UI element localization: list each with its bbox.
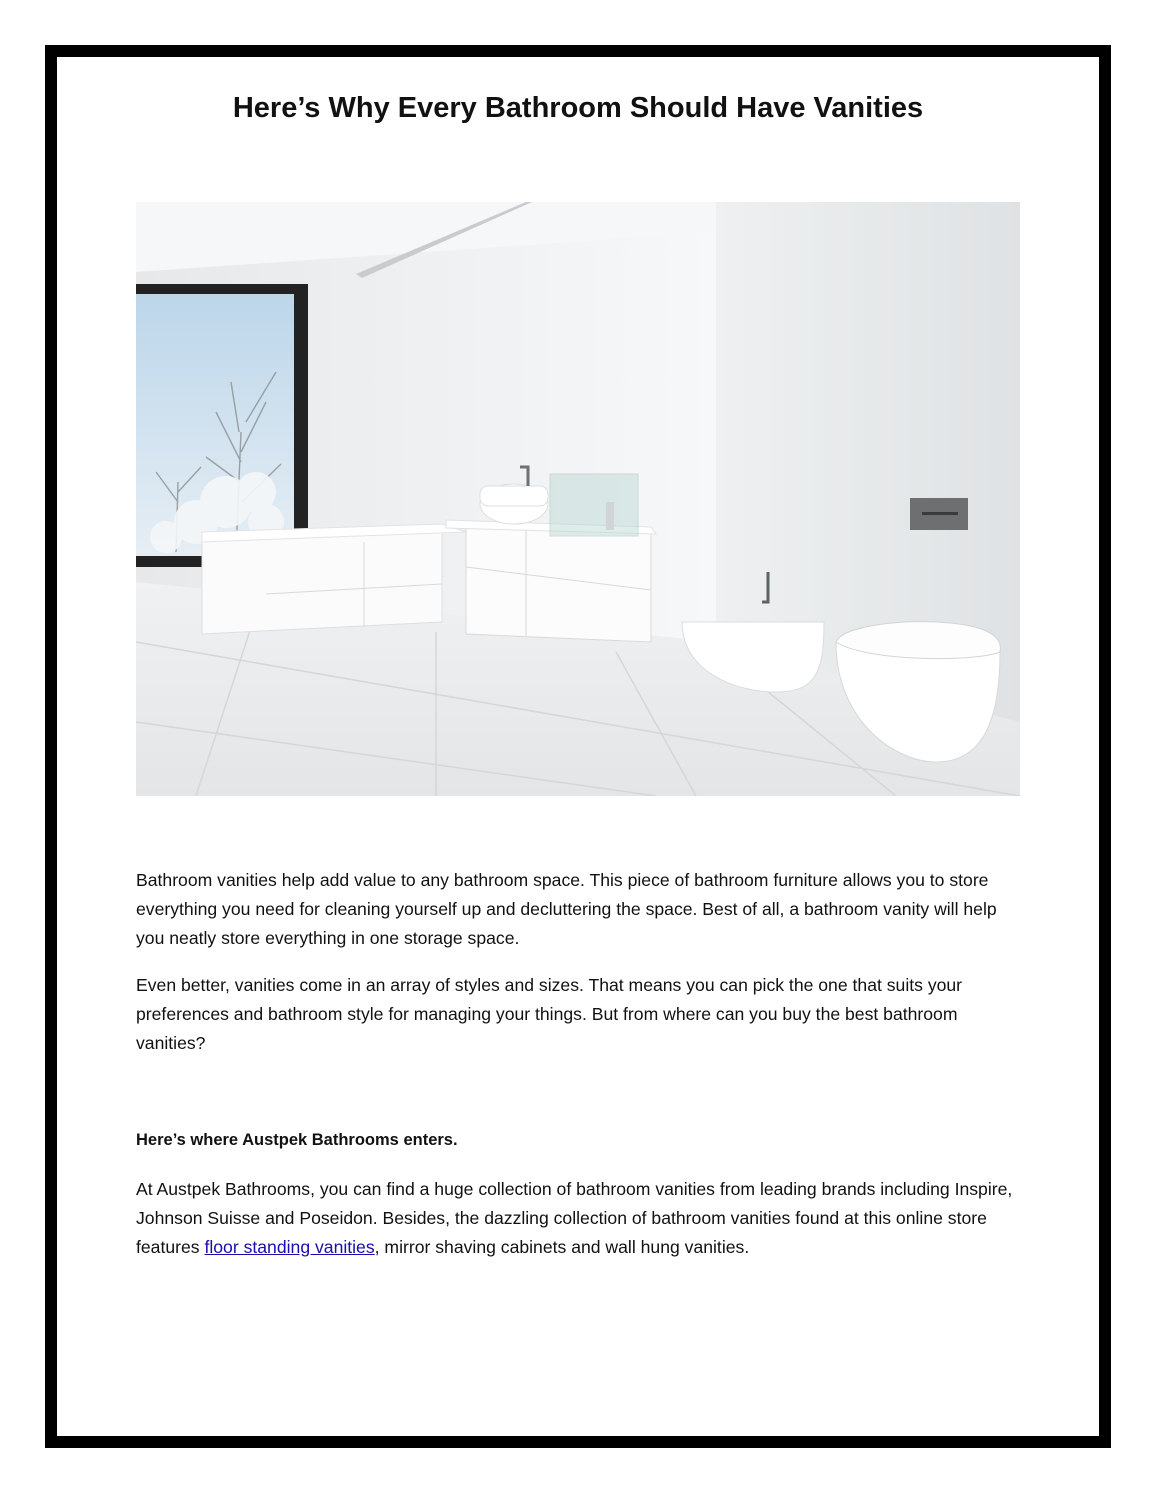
bathroom-photo-illustration [136,202,1020,796]
styles-paragraph: Even better, vanities come in an array of styles and sizes. That means you can pick the one that suits your preferences and bathroom style for managing your things. But from where can you buy the best bathroom vanities? [136,975,963,1053]
page-title: Here’s Why Every Bathroom Should Have Vanities [232,92,924,124]
austpek-paragraph-text-after: , mirror shaving cabinets and wall hung vanities. [374,1237,750,1257]
hero-image [136,202,1020,796]
austpek-paragraph [136,1175,1020,1262]
intro-paragraph: Bathroom vanities help add value to any bathroom space. This piece of bathroom furniture allows you to store everything you need for cleaning yourself up and decluttering the space. Best of all, a bathroom vanity will help you neatly store everything in one storage space. [136,870,997,948]
section-subheading: Here’s where Austpek Bathrooms enters. [136,1131,458,1149]
austpek-paragraph-text-before: At Austpek Bathrooms, you can find a huge collection of bathroom vanities from leading brands including Inspire, Johnson Suisse and Poseidon. Besides, the dazzling collection of bathroom vanities found at this online store features [136,1179,1013,1257]
floor-standing-vanities-link[interactable]: floor standing vanities [204,1237,375,1257]
